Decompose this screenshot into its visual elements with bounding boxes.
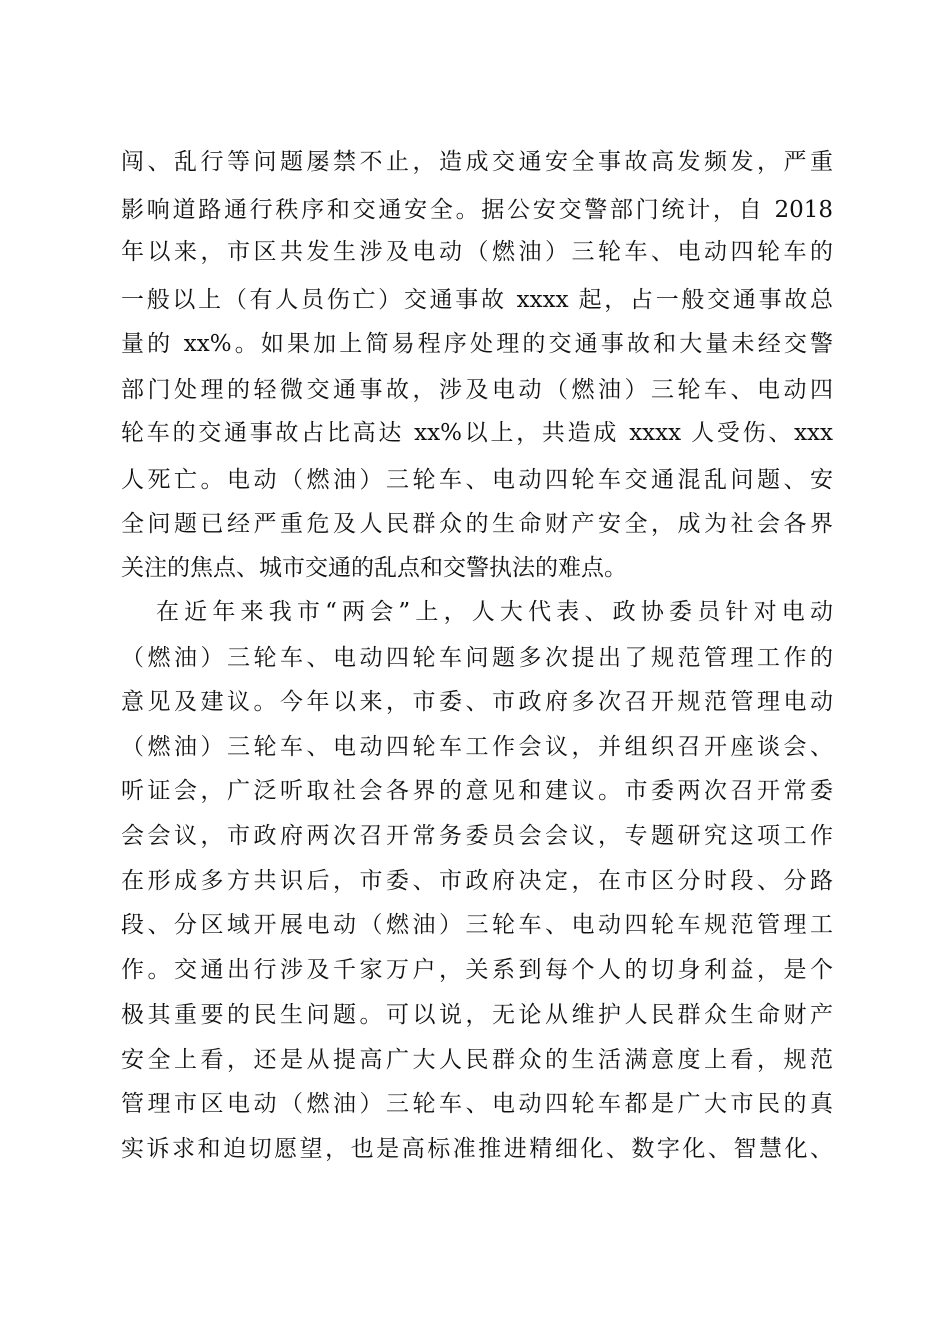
text-line: 人死亡。电动（燃油）三轮车、电动四轮车交通混乱问题、安: [121, 467, 833, 493]
text-line: 闯、乱行等问题屡禁不止，造成交通安全事故高发频发，严重: [121, 149, 833, 175]
text-line: 实诉求和迫切愿望，也是高标准推进精细化、数字化、智慧化、: [121, 1136, 833, 1162]
text-line: （燃油）三轮车、电动四轮车工作会议，并组织召开座谈会、: [121, 734, 833, 760]
text-line: 部门处理的轻微交通事故，涉及电动（燃油）三轮车、电动四: [121, 377, 833, 403]
text-line: 意见及建议。今年以来，市委、市政府多次召开规范管理电动: [121, 689, 833, 715]
text-line: 管理市区电动（燃油）三轮车、电动四轮车都是广大市民的真: [121, 1091, 833, 1117]
text-line: 在形成多方共识后，市委、市政府决定，在市区分时段、分路: [121, 868, 833, 894]
text-line: 轮车的交通事故占比高达 xx%以上，共造成 xxxx 人受伤、xxx: [121, 420, 833, 446]
text-line: 在近年来我市“两会”上，人大代表、政协委员针对电动: [156, 599, 833, 625]
text-line: （燃油）三轮车、电动四轮车问题多次提出了规范管理工作的: [121, 645, 833, 671]
text-line: 安全上看，还是从提高广大人民群众的生活满意度上看，规范: [121, 1047, 833, 1073]
text-line: 全问题已经严重危及人民群众的生命财产安全，成为社会各界: [121, 511, 833, 537]
text-line: 作。交通出行涉及千家万户，关系到每个人的切身利益，是个: [121, 957, 833, 983]
text-line: 年以来，市区共发生涉及电动（燃油）三轮车、电动四轮车的: [121, 239, 833, 265]
text-line: 影响道路通行秩序和交通安全。据公安交警部门统计，自 2018: [121, 197, 833, 223]
text-line: 听证会，广泛听取社会各界的意见和建议。市委两次召开常委: [121, 778, 833, 804]
text-line: 量的 xx%。如果加上简易程序处理的交通事故和大量未经交警: [121, 331, 833, 357]
text-line: 一般以上（有人员伤亡）交通事故 xxxx 起，占一般交通事故总: [121, 287, 833, 313]
text-line: 会会议，市政府两次召开常务委员会会议，专题研究这项工作: [121, 823, 833, 849]
text-line: 关注的焦点、城市交通的乱点和交警执法的难点。: [121, 555, 627, 581]
text-line: 极其重要的民生问题。可以说，无论从维护人民群众生命财产: [121, 1002, 833, 1028]
text-line: 段、分区域开展电动（燃油）三轮车、电动四轮车规范管理工: [121, 912, 833, 938]
